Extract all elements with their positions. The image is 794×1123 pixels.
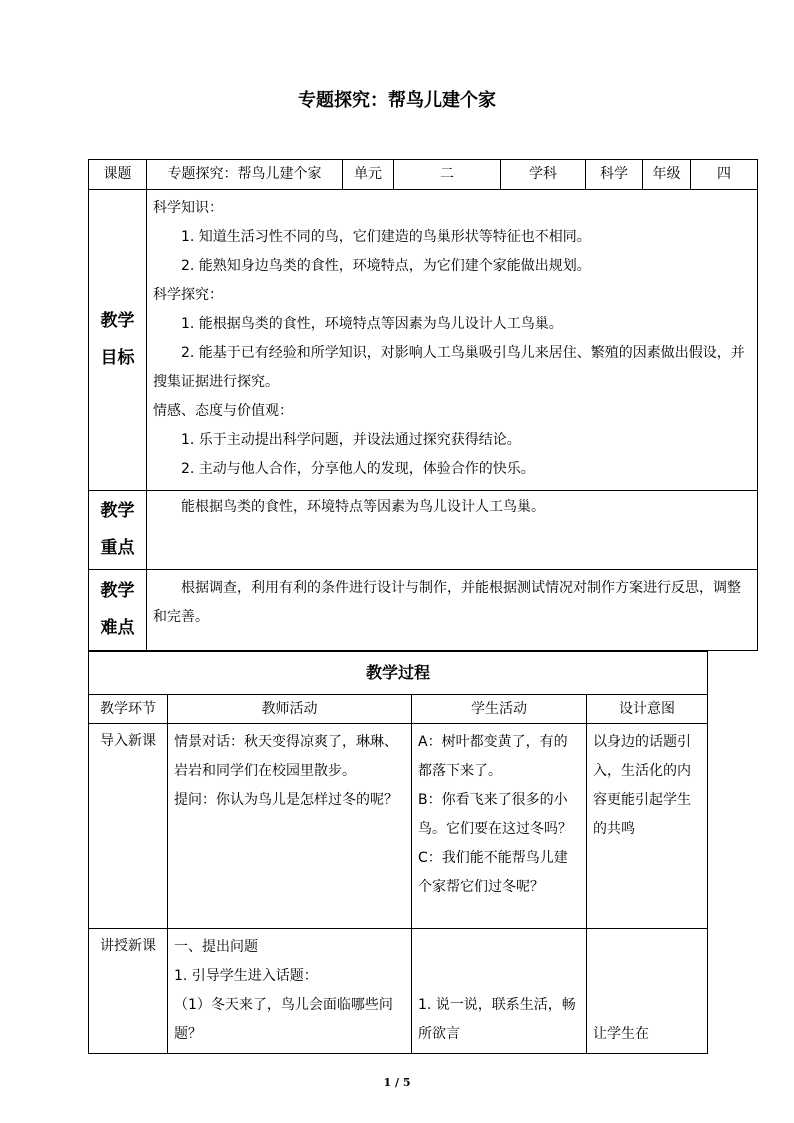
process-title-row (89, 652, 708, 695)
goals-line: 科学探究： (153, 287, 223, 303)
lesson-header-row (89, 160, 758, 190)
process-row (89, 724, 708, 929)
student-activity (412, 724, 587, 929)
document-title: 专题探究：帮鸟儿建个家 (298, 90, 496, 111)
page-number: 1 / 5 (383, 1076, 411, 1089)
goals-line: 1. 乐于主动提出科学问题，并设法通过探究获得结论。 (181, 432, 521, 448)
phase-cell: 讲授新课 (89, 929, 168, 1054)
process-header-row (89, 695, 708, 724)
lesson-value: 专题探究：帮鸟儿建个家 (147, 160, 343, 190)
difficulties-label: 教学 难点 (89, 570, 147, 651)
goals-line: 2. 能基于已有经验和所学知识，对影响人工鸟巢吸引鸟儿来居住、繁殖的因素做出假设，并搜集证据进行探究。 (153, 345, 745, 390)
teacher-activity (168, 724, 412, 929)
goals-line: 2. 能熟知身边鸟类的食性，环境特点，为它们建个家能做出规划。 (181, 258, 591, 274)
process-title: 教学过程 (89, 652, 708, 695)
key-points-label: 教学 重点 (89, 491, 147, 570)
teacher-activity (168, 929, 412, 1054)
goals-label: 教学 目标 (89, 190, 147, 491)
goals-line: 1. 能根据鸟类的食性，环境特点等因素为鸟儿设计人工鸟巢。 (181, 316, 563, 332)
design-intent (587, 929, 708, 1054)
difficulties-text: 根据调查，利用有利的条件进行设计与制作，并能根据测试情况对制作方案进行反思，调整和完善。 (153, 580, 741, 625)
teacher-line: 一、提出问题 (174, 939, 258, 955)
unit-value: 二 (394, 160, 501, 190)
design-intent (587, 724, 708, 929)
column-header: 教学环节 (89, 695, 168, 724)
student-line: C：我们能不能帮鸟儿建个家帮它们过冬呢？ (418, 850, 568, 895)
lesson-label: 课题 (89, 160, 147, 190)
intent-text: 以身边的话题引入，生活化的内容更能引起学生的共鸣 (593, 734, 691, 837)
process-row (89, 929, 708, 1054)
teacher-line: 提问：你认为鸟儿是怎样过冬的呢？ (174, 792, 398, 808)
column-header: 设计意图 (587, 695, 708, 724)
goals-line: 情感、态度与价值观： (153, 403, 293, 419)
grade-value: 四 (691, 160, 758, 190)
goals-line: 科学知识： (153, 200, 223, 216)
goals-content (147, 190, 758, 491)
intent-text: 让学生在 (593, 1026, 649, 1042)
column-header: 教师活动 (168, 695, 412, 724)
subject-label: 学科 (501, 160, 586, 190)
goals-line: 1. 知道生活习性不同的鸟，它们建造的鸟巢形状等特征也不相同。 (181, 229, 591, 245)
phase-cell: 导入新课 (89, 724, 168, 929)
difficulties-row (89, 570, 758, 651)
teacher-line: 1. 引导学生进入话题： (174, 968, 318, 984)
key-points-text: 能根据鸟类的食性，环境特点等因素为鸟儿设计人工鸟巢。 (181, 499, 545, 515)
subject-value: 科学 (586, 160, 643, 190)
column-header: 学生活动 (412, 695, 587, 724)
goals-line: 2. 主动与他人合作，分享他人的发现，体验合作的快乐。 (181, 461, 535, 477)
teacher-line: （1）冬天来了，鸟儿会面临哪些问题？ (174, 997, 393, 1042)
teacher-line: 情景对话：秋天变得凉爽了，琳琳、岩岩和同学们在校园里散步。 (174, 734, 398, 779)
student-line: A：树叶都变黄了，有的都落下来了。 (418, 734, 568, 779)
lesson-info-table (88, 159, 758, 651)
key-points-row (89, 491, 758, 570)
student-line: 1. 说一说，联系生活，畅所欲言 (418, 997, 576, 1042)
key-points-content (147, 491, 758, 570)
difficulties-content (147, 570, 758, 651)
student-line: B：你看飞来了很多的小鸟。它们要在这过冬吗？ (418, 792, 572, 837)
student-activity (412, 929, 587, 1054)
unit-label: 单元 (343, 160, 394, 190)
grade-label: 年级 (643, 160, 691, 190)
goals-row (89, 190, 758, 491)
teaching-process-table (88, 651, 708, 1054)
